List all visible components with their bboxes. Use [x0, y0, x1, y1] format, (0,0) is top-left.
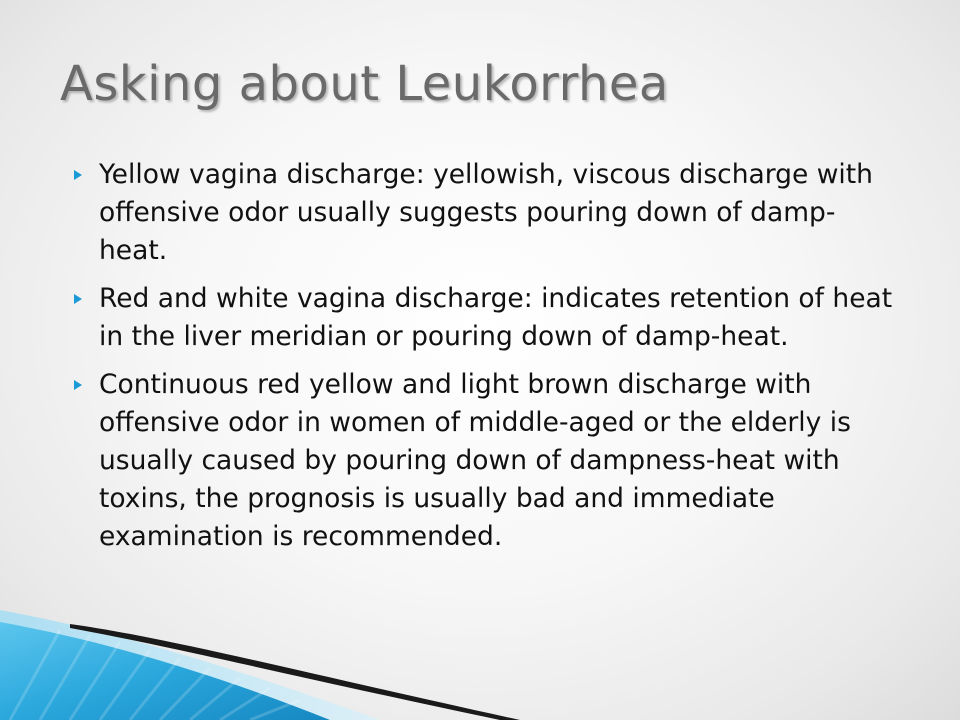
bullet-item [72, 366, 902, 556]
triangle-bullet-icon [74, 170, 82, 180]
slide-title: Asking about Leukorrhea [60, 56, 669, 112]
bullet-item [72, 280, 902, 356]
triangle-bullet-icon [74, 294, 82, 304]
bullet-text: Continuous red yellow and light brown discharge with offensive odor in women of middle-aged or the elderly is usually caused by pouring down of dampness-heat with toxins, the prognosis is usually bad and immediate examination is recommended. [99, 369, 851, 552]
bullet-item [72, 156, 902, 270]
bullet-list [72, 156, 902, 566]
bullet-text: Red and white vagina discharge: indicates retention of heat in the liver meridian or pouring down of damp-heat. [99, 283, 893, 352]
triangle-bullet-icon [74, 380, 82, 390]
decorative-wave [0, 580, 520, 720]
bullet-text: Yellow vagina discharge: yellowish, viscous discharge with offensive odor usually suggests pouring down of damp-heat. [99, 159, 873, 266]
